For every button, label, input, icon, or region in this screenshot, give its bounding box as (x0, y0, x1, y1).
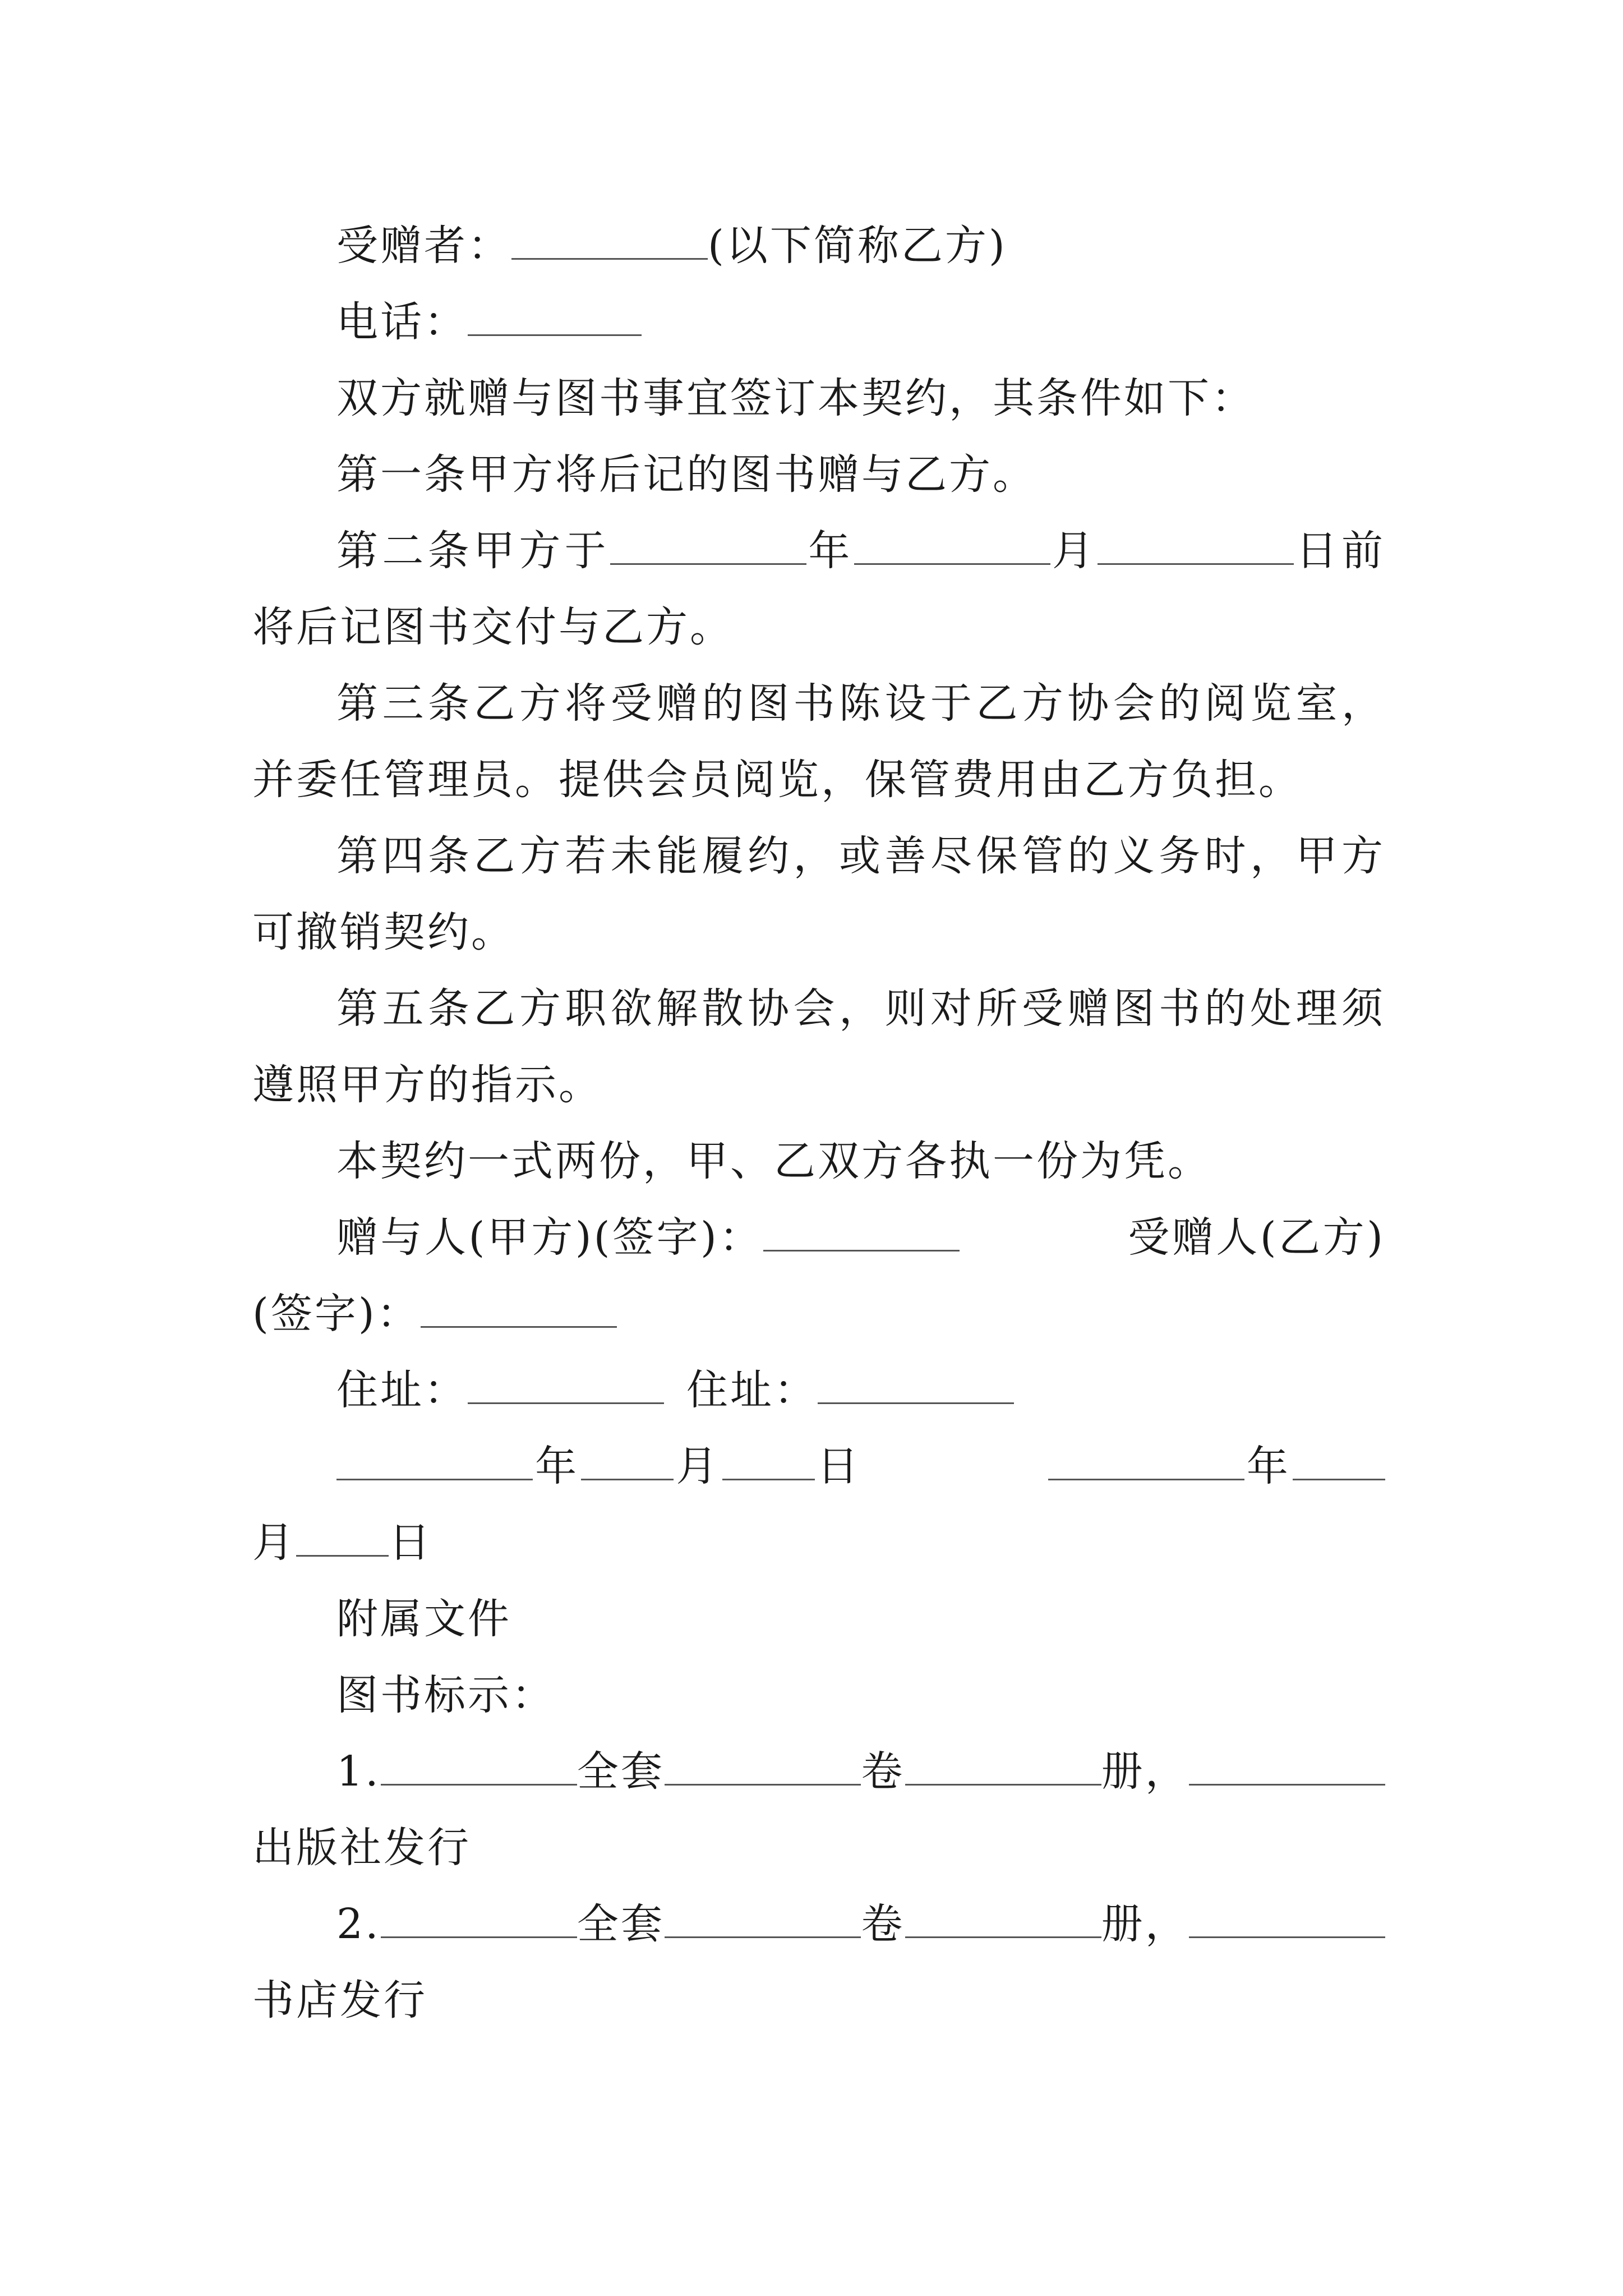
recipient-sign-blank[interactable] (421, 1292, 617, 1328)
article2-day-blank[interactable] (1098, 530, 1294, 565)
item2-volume: 卷 (861, 1900, 905, 1948)
article2-year: 年 (806, 527, 854, 575)
address-label-1: 住址： (336, 1366, 468, 1414)
date2-year-blank[interactable] (1048, 1445, 1244, 1480)
recipient-line (252, 208, 1385, 284)
item1-publisher-blank[interactable] (1189, 1750, 1385, 1786)
article2-month-blank[interactable] (854, 530, 1050, 565)
date1-year: 年 (533, 1442, 582, 1490)
date1-day-blank[interactable] (722, 1445, 815, 1480)
attachment-title: 附属文件 (336, 1595, 511, 1643)
book-item-1 (252, 1733, 1385, 1886)
date1-month: 月 (674, 1442, 722, 1490)
date-line (252, 1428, 1385, 1581)
date2-day-blank[interactable] (296, 1521, 389, 1557)
contract-body (252, 208, 1385, 2039)
address-line (252, 1352, 1385, 1428)
date2-month: 月 (252, 1519, 296, 1567)
item1-title-blank[interactable] (381, 1750, 577, 1786)
date2-month-blank[interactable] (1293, 1445, 1385, 1480)
item1-full-set: 全套 (577, 1747, 665, 1796)
item2-full-set: 全套 (577, 1900, 665, 1948)
item1-copies-blank[interactable] (905, 1750, 1101, 1786)
article-5: 第五条乙方职欲解散协会，则对所受赠图书的处理须遵照甲方的指示。 (252, 984, 1385, 1109)
copies-paragraph: 本契约一式两份，甲、乙双方各执一份为凭。 (336, 1137, 1211, 1185)
date1-year-blank[interactable] (336, 1445, 533, 1480)
donor-sign-blank[interactable] (763, 1216, 960, 1251)
item1-number: 1. (336, 1747, 381, 1796)
intro-paragraph: 双方就赠与图书事宜签订本契约，其条件如下： (336, 374, 1255, 422)
donor-sign-label: 赠与人(甲方)(签字)： (336, 1213, 763, 1262)
article2-day-before: 日前 (1294, 527, 1386, 575)
item1-copies: 册， (1101, 1747, 1189, 1796)
item2-publisher: 书店发行 (252, 1976, 427, 2024)
item2-volume-blank[interactable] (665, 1903, 861, 1938)
article2-year-blank[interactable] (610, 530, 806, 565)
article2-suffix: 将后记图书交付与乙方。 (252, 603, 734, 651)
date2-day: 日 (389, 1519, 432, 1567)
article-2 (252, 513, 1385, 665)
book-item-2 (252, 1886, 1385, 2039)
item2-publisher-blank[interactable] (1189, 1903, 1385, 1938)
item2-title-blank[interactable] (381, 1903, 577, 1938)
item2-copies-blank[interactable] (905, 1903, 1101, 1938)
item1-publisher: 出版社发行 (252, 1824, 471, 1872)
item2-copies: 册， (1101, 1900, 1189, 1948)
item1-volume-blank[interactable] (665, 1750, 861, 1786)
article-1: 第一条甲方将后记的图书赠与乙方。 (336, 450, 1036, 499)
article-4: 第四条乙方若未能履约，或善尽保管的义务时，甲方可撤销契约。 (252, 832, 1385, 956)
date2-year: 年 (1244, 1442, 1293, 1490)
recipient-name-blank[interactable] (511, 224, 708, 260)
recipient-sign-label: 受赠人(乙方)(签字)： (252, 1213, 1385, 1338)
address-blank-2[interactable] (818, 1369, 1014, 1404)
phone-line (252, 284, 1385, 360)
book-list-label: 图书标示： (336, 1671, 555, 1719)
phone-label: 电话： (336, 298, 468, 346)
address-label-2: 住址： (686, 1366, 818, 1414)
date1-day: 日 (814, 1442, 863, 1490)
signature-line (252, 1199, 1385, 1352)
phone-blank[interactable] (468, 301, 642, 336)
item2-number: 2. (336, 1900, 381, 1948)
address-blank-1[interactable] (468, 1369, 664, 1404)
recipient-label: 受赠者： (336, 222, 511, 270)
article-3: 第三条乙方将受赠的图书陈设于乙方协会的阅览室，并委任管理员。提供会员阅览，保管费用由乙方负担。 (252, 679, 1385, 804)
date1-month-blank[interactable] (581, 1445, 674, 1480)
article2-month: 月 (1050, 527, 1098, 575)
item1-volume: 卷 (861, 1747, 905, 1796)
article2-prefix: 第二条甲方于 (336, 527, 610, 575)
recipient-suffix: (以下简称乙方) (708, 222, 1007, 270)
